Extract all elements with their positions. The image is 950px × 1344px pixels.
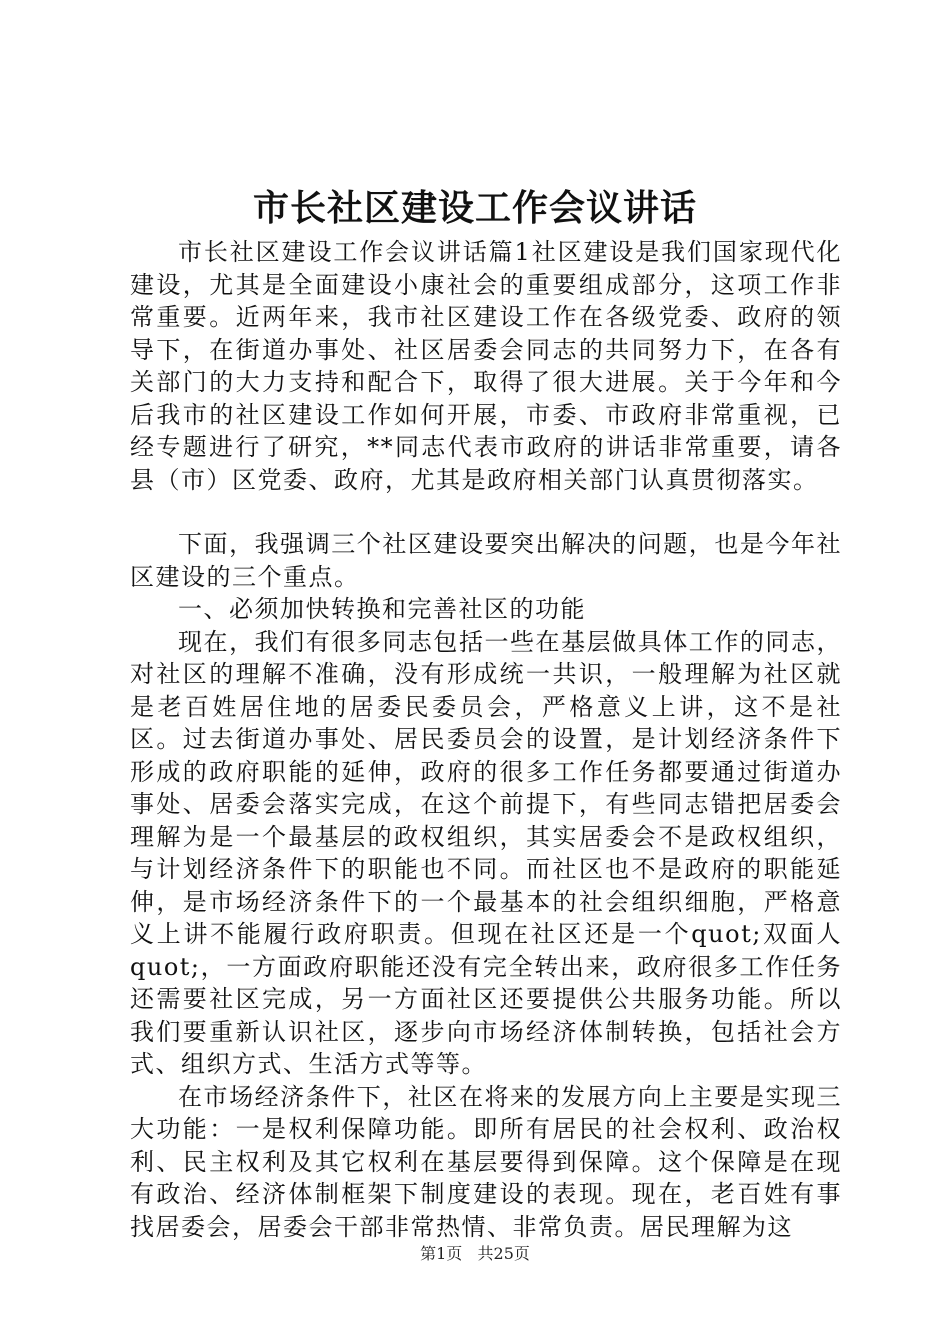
page-footer	[0, 1243, 950, 1265]
paragraph-intro: 市长社区建设工作会议讲话篇1社区建设是我们国家现代化建设，尤其是全面建设小康社会的重要组成部分，这项工作非常重要。近两年来，我市社区建设工作在各级党委、政府的领导下，在街道办事处、社区居委会同志的共同努力下，在各有关部门的大力支持和配合下，取得了很大进展。关于今年和今后我市的社区建设工作如何开展，市委、市政府非常重视，已经专题进行了研究，**同志代表市政府的讲话非常重要，请各县（市）区党委、政府，尤其是政府相关部门认真贯彻落实。	[130, 238, 842, 494]
page-total: 共25页	[477, 1244, 530, 1263]
section-heading-1: 一、必须加快转换和完善社区的功能	[178, 595, 586, 623]
document-body	[130, 236, 842, 1243]
paragraph-three-functions: 在市场经济条件下，社区在将来的发展方向上主要是实现三大功能：一是权利保障功能。即所有居民的社会权利、政治权利、民主权利及其它权利在基层要得到保障。这个保障是在现有政治、经济体制框架下制度建设的表现。现在，老百姓有事找居委会，居委会干部非常热情、非常负责。居民理解为这	[130, 1082, 842, 1241]
document-title: 市长社区建设工作会议讲话	[252, 187, 697, 229]
page-number: 第1页	[420, 1244, 463, 1263]
page-gap	[467, 1244, 472, 1263]
paragraph-community-understanding: 现在，我们有很多同志包括一些在基层做具体工作的同志，对社区的理解不准确，没有形成统一共识，一般理解为社区就是老百姓居住地的居委民委员会，严格意义上讲，这不是社区。过去街道办事处、居民委员会的设置，是计划经济条件下形成的政府职能的延伸，政府的很多工作任务都要通过街道办事处、居委会落实完成，在这个前提下，有些同志错把居委会理解为是一个最基层的政权组织，其实居委会不是政权组织，与计划经济条件下的职能也不同。而社区也不是政府的职能延伸，是市场经济条件下的一个最基本的社会组织细胞，严格意义上讲不能履行政府职责。但现在社区还是一个quot;双面人quot;，一方面政府职能还没有完全转出来，政府很多工作任务还需要社区完成，另一方面社区还要提供公共服务功能。所以我们要重新认识社区，逐步向市场经济体制转换，包括社会方式、组织方式、生活方式等等。	[130, 627, 842, 1078]
paragraph-key-points: 下面，我强调三个社区建设要突出解决的问题，也是今年社区建设的三个重点。	[130, 530, 842, 591]
